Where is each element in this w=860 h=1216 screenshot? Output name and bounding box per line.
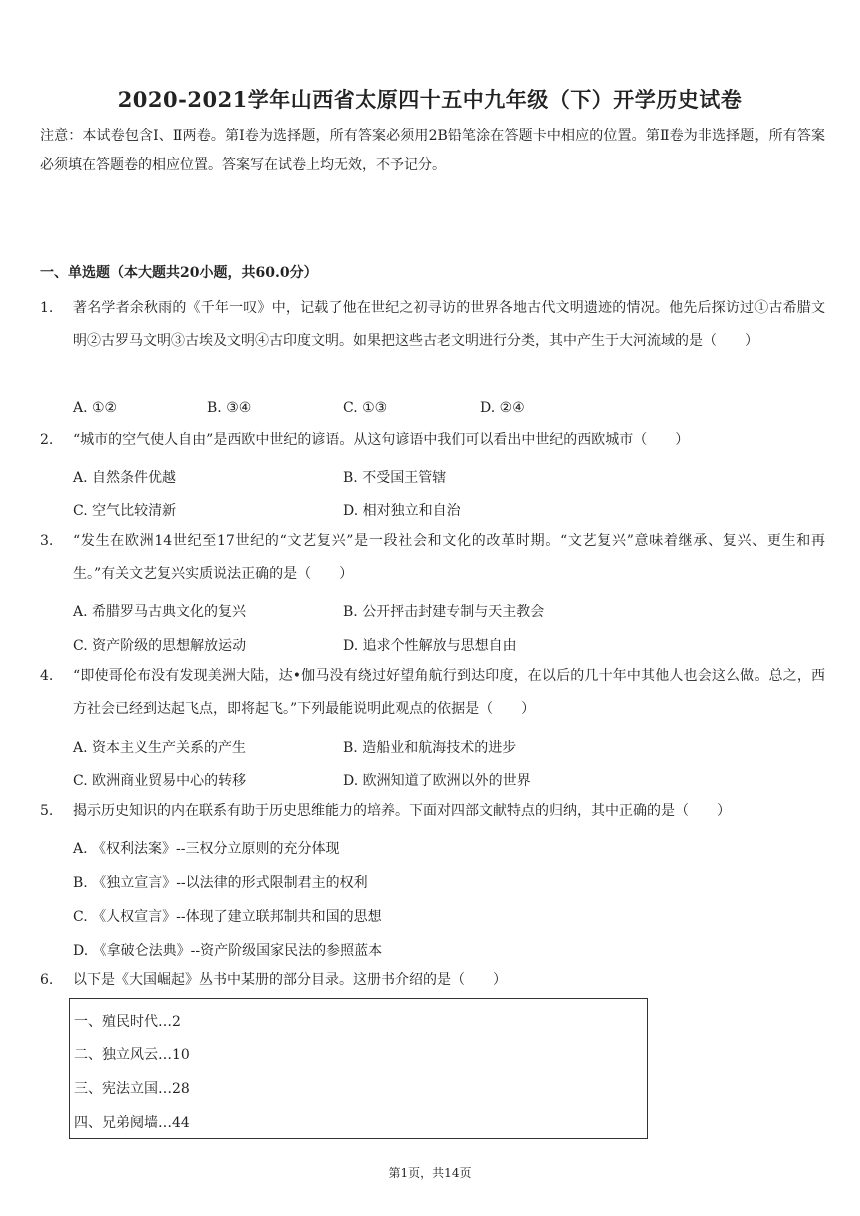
toc-item: 一、殖民时代…2 xyxy=(74,1014,181,1030)
question-number: 1. xyxy=(40,300,54,316)
option-a[interactable]: A. 资本主义生产关系的产生 xyxy=(73,740,247,756)
question-stem: “即使哥伦布没有发现美洲大陆，达•伽马没有绕过好望角航行到达印度，在以后的几十年中其他人也会这么做。总之，西方社会已经到达起飞点，即将起飞。”下列最能说明此观点的依据是（ ） xyxy=(73,668,825,717)
option-b[interactable]: B. 公开抨击封建专制与天主教会 xyxy=(343,604,545,620)
exam-notice: 注意：本试卷包含Ⅰ、Ⅱ两卷。第Ⅰ卷为选择题，所有答案必须用2B铅笔涂在答题卡中相应的位置。第Ⅱ卷为非选择题，所有答案必须填在答题卷的相应位置。答案写在试卷上均无效，不予记分。 xyxy=(40,128,825,173)
option-c[interactable]: C. 资产阶级的思想解放运动 xyxy=(73,638,247,654)
toc-item: 四、兄弟阋墙…44 xyxy=(74,1115,190,1131)
option-c[interactable]: C. 《人权宣言》--体现了建立联邦制共和国的思想 xyxy=(73,909,382,925)
option-d[interactable]: D. 相对独立和自治 xyxy=(343,503,461,519)
question-stem: 著名学者余秋雨的《千年一叹》中，记载了他在世纪之初寻访的世界各地古代文明遗迹的情况。他先后探访过①古希腊文明②古罗马文明③古埃及文明④古印度文明。如果把这些古老文明进行分类，其中产生于大河流域的是（ ） xyxy=(73,300,825,349)
option-b[interactable]: B. ③④ xyxy=(207,400,252,416)
option-b[interactable]: B. 不受国王管辖 xyxy=(343,470,447,486)
question-number: 2. xyxy=(40,432,54,448)
section-heading: 一、单选题（本大题共20小题，共60.0分） xyxy=(40,265,318,281)
option-d[interactable]: D. 追求个性解放与思想自由 xyxy=(343,638,517,654)
question-1 xyxy=(40,292,825,358)
question-stem: 以下是《大国崛起》丛书中某册的部分目录。这册书介绍的是（ ） xyxy=(73,972,507,988)
option-a[interactable]: A. 希腊罗马古典文化的复兴 xyxy=(73,604,247,620)
question-stem: “发生在欧洲14世纪至17世纪的“文艺复兴”是一段社会和文化的改革时期。“文艺复兴”意味着继承、复兴、更生和再生。”有关文艺复兴实质说法正确的是（ ） xyxy=(73,533,825,582)
option-a[interactable]: A. ①② xyxy=(73,400,118,416)
question-stem: 揭示历史知识的内在联系有助于历史思维能力的培养。下面对四部文献特点的归纳，其中正确的是（ ） xyxy=(73,803,731,819)
page-title: 2020-2021学年山西省太原四十五中九年级（下）开学历史试卷 xyxy=(117,87,743,112)
option-c[interactable]: C. 空气比较清新 xyxy=(73,503,177,519)
question-3 xyxy=(40,525,825,591)
option-b[interactable]: B. 《独立宣言》--以法律的形式限制君主的权利 xyxy=(73,875,368,891)
question-number: 6. xyxy=(40,972,54,988)
option-d[interactable]: D. 《拿破仑法典》--资产阶级国家民法的参照蓝本 xyxy=(73,943,383,959)
question-number: 4. xyxy=(40,668,54,684)
question-2 xyxy=(40,424,825,457)
question-number: 3. xyxy=(40,533,54,549)
question-number: 5. xyxy=(40,803,54,819)
option-b[interactable]: B. 造船业和航海技术的进步 xyxy=(343,740,517,756)
question-stem: “城市的空气使人自由”是西欧中世纪的谚语。从这句谚语中我们可以看出中世纪的西欧城市（ ） xyxy=(73,432,690,448)
toc-item: 二、独立风云…10 xyxy=(74,1047,190,1063)
option-d[interactable]: D. 欧洲知道了欧洲以外的世界 xyxy=(343,773,531,789)
question-5 xyxy=(40,795,825,828)
question-4 xyxy=(40,660,825,726)
page-footer: 第1页，共14页 xyxy=(388,1166,472,1180)
option-c[interactable]: C. 欧洲商业贸易中心的转移 xyxy=(73,773,247,789)
option-d[interactable]: D. ②④ xyxy=(480,400,525,416)
option-a[interactable]: A. 自然条件优越 xyxy=(73,470,177,486)
option-a[interactable]: A. 《权利法案》--三权分立原则的充分体现 xyxy=(73,841,340,857)
option-c[interactable]: C. ①③ xyxy=(343,400,388,416)
question-6 xyxy=(40,964,825,997)
toc-item: 三、宪法立国…28 xyxy=(74,1081,190,1097)
table-of-contents-box xyxy=(69,998,648,1139)
